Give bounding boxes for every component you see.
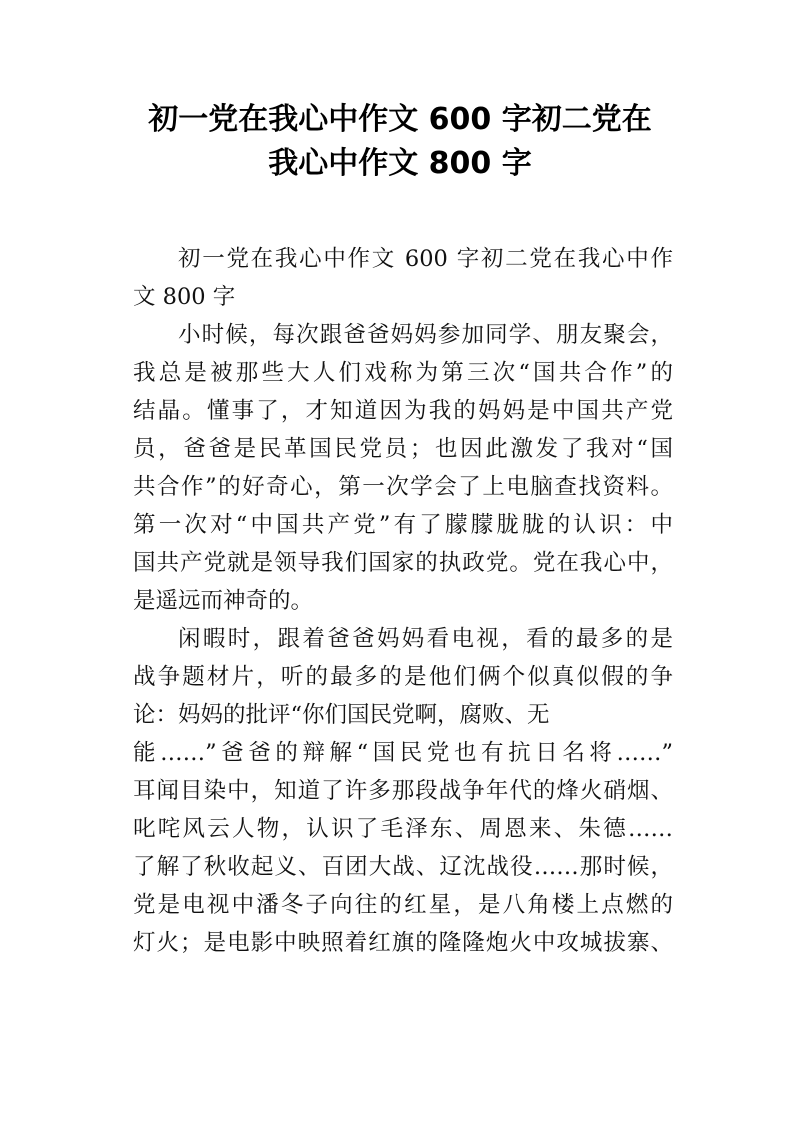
text-line: 共合作”的好奇心，第一次学会了上电脑查找资料。 <box>133 474 673 500</box>
text-line: 结晶。懂事了，才知道因为我的妈妈是中国共产党 <box>133 398 673 424</box>
text-line: 小时候，每次跟爸爸妈妈参加同学、朋友聚会， <box>178 322 673 348</box>
text-line: 论：妈妈的批评“你们国民党啊，腐败、无 <box>133 702 550 728</box>
text-line: 闲暇时，跟着爸爸妈妈看电视，看的最多的是 <box>178 626 673 652</box>
title-line: 初一党在我心中作文 600 字初二党在 <box>148 102 652 137</box>
text-line: 我总是被那些大人们戏称为第三次“国共合作”的 <box>133 360 673 386</box>
text-line: 能……”爸爸的辩解“国民党也有抗日名将……” <box>133 740 673 766</box>
text-line: 党是电视中潘冬子向往的红星，是八角楼上点燃的 <box>133 892 673 918</box>
text-line: 了解了秋收起义、百团大战、辽沈战役……那时候， <box>133 854 673 880</box>
text-line: 第一次对“中国共产党”有了朦朦胧胧的认识：中 <box>133 512 673 538</box>
text-line: 叱咤风云人物，认识了毛泽东、周恩来、朱德…… <box>133 816 673 842</box>
text-line: 文 800 字 <box>133 284 236 310</box>
document-title <box>100 98 700 186</box>
text-line: 耳闻目染中，知道了许多那段战争年代的烽火硝烟、 <box>133 778 673 804</box>
document-body <box>133 240 673 962</box>
paragraph-leisure <box>133 620 673 962</box>
text-line: 国共产党就是领导我们国家的执政党。党在我心中， <box>133 550 673 576</box>
paragraph-childhood <box>133 316 673 620</box>
text-line: 员，爸爸是民革国民党员；也因此激发了我对“国 <box>133 436 673 462</box>
title-line: 我心中作文 800 字 <box>268 146 532 181</box>
text-line: 是遥远而神奇的。 <box>133 588 314 614</box>
text-line: 灯火；是电影中映照着红旗的隆隆炮火中攻城拔寨、 <box>133 930 673 956</box>
text-line: 初一党在我心中作文 600 字初二党在我心中作 <box>178 246 673 272</box>
paragraph-intro <box>133 240 673 316</box>
text-line: 战争题材片，听的最多的是他们俩个似真似假的争 <box>133 664 673 690</box>
